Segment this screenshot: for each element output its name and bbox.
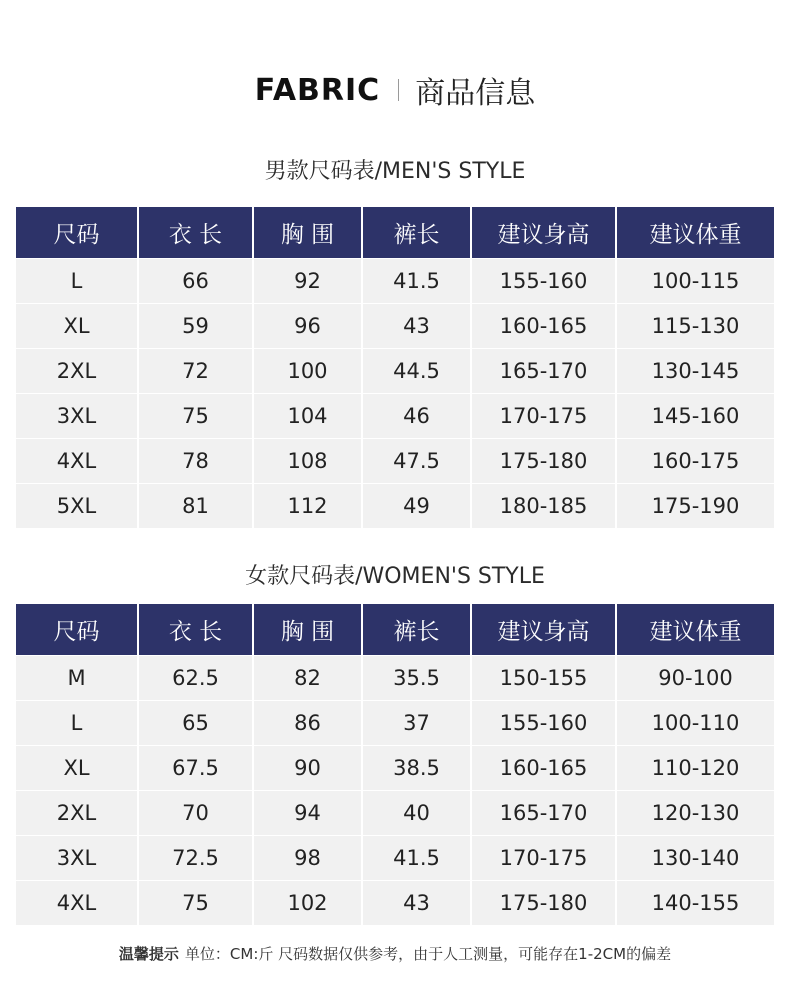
cell-weight: 145-160 [616, 394, 774, 439]
cell-weight: 120-130 [616, 791, 774, 836]
men-size-chart-title: 男款尺码表/MEN'S STYLE [264, 159, 526, 184]
cell-height: 155-160 [471, 259, 616, 304]
cell-length: 72.5 [138, 836, 253, 881]
cell-pants-length: 41.5 [362, 836, 471, 881]
cell-pants-length: 35.5 [362, 656, 471, 701]
column-header-height: 建议身高 [471, 207, 616, 259]
column-header-height: 建议身高 [471, 604, 616, 656]
cell-length: 78 [138, 439, 253, 484]
cell-pants-length: 38.5 [362, 746, 471, 791]
table-row [16, 304, 774, 349]
cell-pants-length: 49 [362, 484, 471, 529]
brand-title: FABRIC [254, 72, 381, 108]
column-header-chest: 胸 围 [253, 604, 362, 656]
cell-pants-length: 41.5 [362, 259, 471, 304]
page-header [0, 64, 790, 116]
cell-length: 70 [138, 791, 253, 836]
cell-length: 66 [138, 259, 253, 304]
cell-weight: 100-115 [616, 259, 774, 304]
footer-note [0, 943, 790, 964]
cell-weight: 110-120 [616, 746, 774, 791]
table-row [16, 439, 774, 484]
brand-subtitle: 商品信息 [415, 76, 536, 111]
cell-length: 65 [138, 701, 253, 746]
cell-chest: 90 [253, 746, 362, 791]
cell-weight: 130-140 [616, 836, 774, 881]
cell-weight: 130-145 [616, 349, 774, 394]
cell-pants-length: 43 [362, 881, 471, 926]
cell-height: 170-175 [471, 394, 616, 439]
cell-chest: 94 [253, 791, 362, 836]
cell-size: XL [16, 304, 138, 349]
cell-pants-length: 37 [362, 701, 471, 746]
cell-chest: 104 [253, 394, 362, 439]
cell-height: 165-170 [471, 791, 616, 836]
header-divider [398, 79, 399, 101]
column-header-pants-length: 裤长 [362, 207, 471, 259]
table-header-row [16, 604, 774, 656]
cell-size: 4XL [16, 439, 138, 484]
cell-pants-length: 47.5 [362, 439, 471, 484]
cell-size: 3XL [16, 836, 138, 881]
cell-size: M [16, 656, 138, 701]
cell-pants-length: 44.5 [362, 349, 471, 394]
table-row [16, 836, 774, 881]
footer-label: 温馨提示 [118, 945, 179, 963]
column-header-chest: 胸 围 [253, 207, 362, 259]
table-row [16, 394, 774, 439]
cell-height: 180-185 [471, 484, 616, 529]
cell-chest: 100 [253, 349, 362, 394]
cell-height: 160-165 [471, 746, 616, 791]
cell-size: 4XL [16, 881, 138, 926]
cell-length: 67.5 [138, 746, 253, 791]
cell-length: 59 [138, 304, 253, 349]
cell-chest: 98 [253, 836, 362, 881]
cell-weight: 90-100 [616, 656, 774, 701]
table-row [16, 656, 774, 701]
cell-size: 5XL [16, 484, 138, 529]
table-row [16, 791, 774, 836]
cell-size: L [16, 701, 138, 746]
cell-length: 72 [138, 349, 253, 394]
cell-height: 175-180 [471, 881, 616, 926]
cell-length: 75 [138, 881, 253, 926]
cell-weight: 160-175 [616, 439, 774, 484]
table-row [16, 349, 774, 394]
cell-chest: 86 [253, 701, 362, 746]
women-size-chart-title: 女款尺码表/WOMEN'S STYLE [245, 564, 545, 589]
women-size-table [16, 604, 774, 925]
table-row [16, 746, 774, 791]
cell-length: 81 [138, 484, 253, 529]
cell-chest: 112 [253, 484, 362, 529]
cell-chest: 102 [253, 881, 362, 926]
column-header-weight: 建议体重 [616, 604, 774, 656]
table-row [16, 881, 774, 926]
men-size-table [16, 207, 774, 528]
cell-length: 62.5 [138, 656, 253, 701]
footer-text: 单位：CM:斤 尺码数据仅供参考，由于人工测量，可能存在1-2CM的偏差 [184, 945, 672, 963]
table-row [16, 484, 774, 529]
cell-pants-length: 40 [362, 791, 471, 836]
cell-chest: 82 [253, 656, 362, 701]
cell-chest: 108 [253, 439, 362, 484]
cell-height: 170-175 [471, 836, 616, 881]
cell-chest: 92 [253, 259, 362, 304]
cell-height: 155-160 [471, 701, 616, 746]
cell-length: 75 [138, 394, 253, 439]
column-header-size: 尺码 [16, 604, 138, 656]
table-row [16, 701, 774, 746]
column-header-length: 衣 长 [138, 604, 253, 656]
cell-weight: 115-130 [616, 304, 774, 349]
cell-size: 2XL [16, 349, 138, 394]
cell-pants-length: 46 [362, 394, 471, 439]
cell-chest: 96 [253, 304, 362, 349]
column-header-length: 衣 长 [138, 207, 253, 259]
column-header-size: 尺码 [16, 207, 138, 259]
cell-height: 150-155 [471, 656, 616, 701]
cell-weight: 140-155 [616, 881, 774, 926]
cell-size: XL [16, 746, 138, 791]
cell-pants-length: 43 [362, 304, 471, 349]
cell-weight: 175-190 [616, 484, 774, 529]
cell-height: 165-170 [471, 349, 616, 394]
column-header-pants-length: 裤长 [362, 604, 471, 656]
cell-size: 2XL [16, 791, 138, 836]
table-row [16, 259, 774, 304]
table-header-row [16, 207, 774, 259]
cell-height: 160-165 [471, 304, 616, 349]
cell-size: L [16, 259, 138, 304]
column-header-weight: 建议体重 [616, 207, 774, 259]
cell-size: 3XL [16, 394, 138, 439]
cell-weight: 100-110 [616, 701, 774, 746]
cell-height: 175-180 [471, 439, 616, 484]
